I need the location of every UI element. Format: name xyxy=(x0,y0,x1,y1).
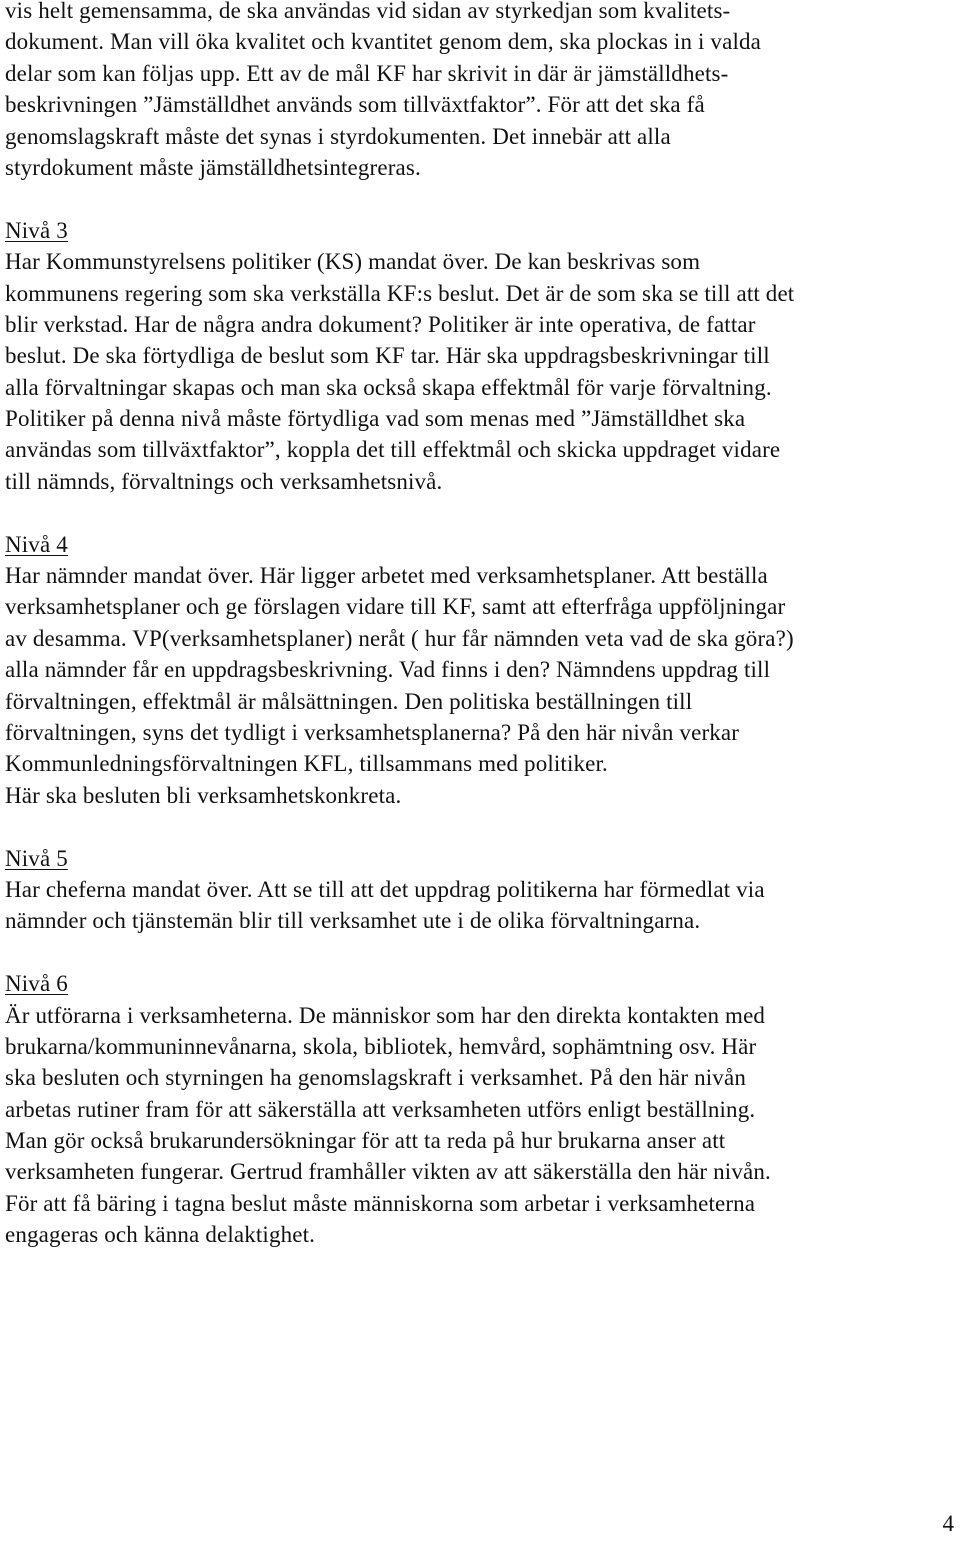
text-line: Har cheferna mandat över. Att se till att det uppdrag politikerna har förmedlat via xyxy=(5,876,765,902)
text-line: kommunens regering som ska verkställa KF:s beslut. Det är de som ska se till att det xyxy=(5,280,795,306)
text-line: delar som kan följas upp. Ett av de mål KF har skrivit in där är jämställdhets- xyxy=(5,60,729,86)
text-line: användas som tillväxtfaktor”, koppla det till effektmål och skicka uppdraget vidare xyxy=(5,437,781,463)
text-line: beslut. De ska förtydliga de beslut som KF tar. Här ska uppdragsbeskrivningar till xyxy=(5,343,770,369)
text-line: dokument. Man vill öka kvalitet och kvantitet genom dem, ska plockas in i valda xyxy=(5,29,761,55)
text-line: förvaltningen, effektmål är målsättningen. Den politiska beställningen till xyxy=(5,688,693,714)
text-line: Har nämnder mandat över. Här ligger arbetet med verksamhetsplaner. Att beställa xyxy=(5,563,768,589)
text-line: vis helt gemensamma, de ska användas vid sidan av styrkedjan som kvalitets- xyxy=(5,0,731,23)
text-line: Är utförarna i verksamheterna. De människor som har den direkta kontakten med xyxy=(5,1002,766,1028)
text-line: verksamheten fungerar. Gertrud framhåller vikten av att säkerställa den här nivån. xyxy=(5,1159,771,1185)
text-line: blir verkstad. Har de några andra dokument? Politiker är inte operativa, de fattar xyxy=(5,311,756,337)
text-line: För att få bäring i tagna beslut måste människorna som arbetar i verksamheterna xyxy=(5,1190,756,1216)
section-niva-5 xyxy=(5,843,950,937)
section-niva-6 xyxy=(5,968,950,1251)
text-line: brukarna/kommuninnevånarna, skola, bibliotek, hemvård, sophämtning osv. Här xyxy=(5,1033,757,1059)
section-heading: Nivå 5 xyxy=(5,845,68,871)
section-heading: Nivå 3 xyxy=(5,217,68,243)
document-page xyxy=(5,0,950,1251)
text-line: nämnder och tjänstemän blir till verksamhet ute i de olika förvaltningarna. xyxy=(5,908,701,934)
text-line: Politiker på denna nivå måste förtydliga vad som menas med ”Jämställdhet ska xyxy=(5,406,746,432)
section-heading: Nivå 6 xyxy=(5,971,68,997)
text-line: engageras och känna delaktighet. xyxy=(5,1222,316,1248)
text-line: verksamhetsplaner och ge förslagen vidare till KF, samt att efterfråga uppföljningar xyxy=(5,594,786,620)
text-line: Kommunledningsförvaltningen KFL, tillsammans med politiker. xyxy=(5,751,608,777)
text-line: alla nämnder får en uppdragsbeskrivning. Vad finns i den? Nämndens uppdrag till xyxy=(5,657,771,683)
text-line: genomslagskraft måste det synas i styrdokumenten. Det innebär att alla xyxy=(5,123,671,149)
text-line: Har Kommunstyrelsens politiker (KS) mandat över. De kan beskrivas som xyxy=(5,249,701,275)
paragraph-gap xyxy=(5,937,950,968)
text-line: Här ska besluten bli verksamhetskonkreta. xyxy=(5,782,402,808)
text-line: styrdokument måste jämställdhetsintegreras. xyxy=(5,154,421,180)
text-line: förvaltningen, syns det tydligt i verksamhetsplanerna? På den här nivån verkar xyxy=(5,719,740,745)
page-number: 4 xyxy=(942,1511,954,1536)
text-line: ska besluten och styrningen ha genomslagskraft i verksamhet. På den här nivån xyxy=(5,1065,746,1091)
text-line: av desamma. VP(verksamhetsplaner) neråt ( hur får nämnden veta vad de ska göra?) xyxy=(5,625,794,651)
text-line: Man gör också brukarundersökningar för att ta reda på hur brukarna anser att xyxy=(5,1128,726,1154)
paragraph-gap xyxy=(5,497,950,528)
text-line: beskrivningen ”Jämställdhet används som tillväxtfaktor”. För att det ska få xyxy=(5,92,705,118)
text-line: till nämnds, förvaltnings och verksamhetsnivå. xyxy=(5,468,443,494)
section-heading: Nivå 4 xyxy=(5,531,68,557)
intro-paragraph xyxy=(5,0,950,183)
text-line: alla förvaltningar skapas och man ska också skapa effektmål för varje förvaltning. xyxy=(5,374,772,400)
section-niva-3 xyxy=(5,215,950,498)
section-niva-4 xyxy=(5,529,950,812)
paragraph-gap xyxy=(5,183,950,214)
text-line: arbetas rutiner fram för att säkerställa att verksamheten utförs enligt beställning. xyxy=(5,1096,756,1122)
paragraph-gap xyxy=(5,811,950,842)
